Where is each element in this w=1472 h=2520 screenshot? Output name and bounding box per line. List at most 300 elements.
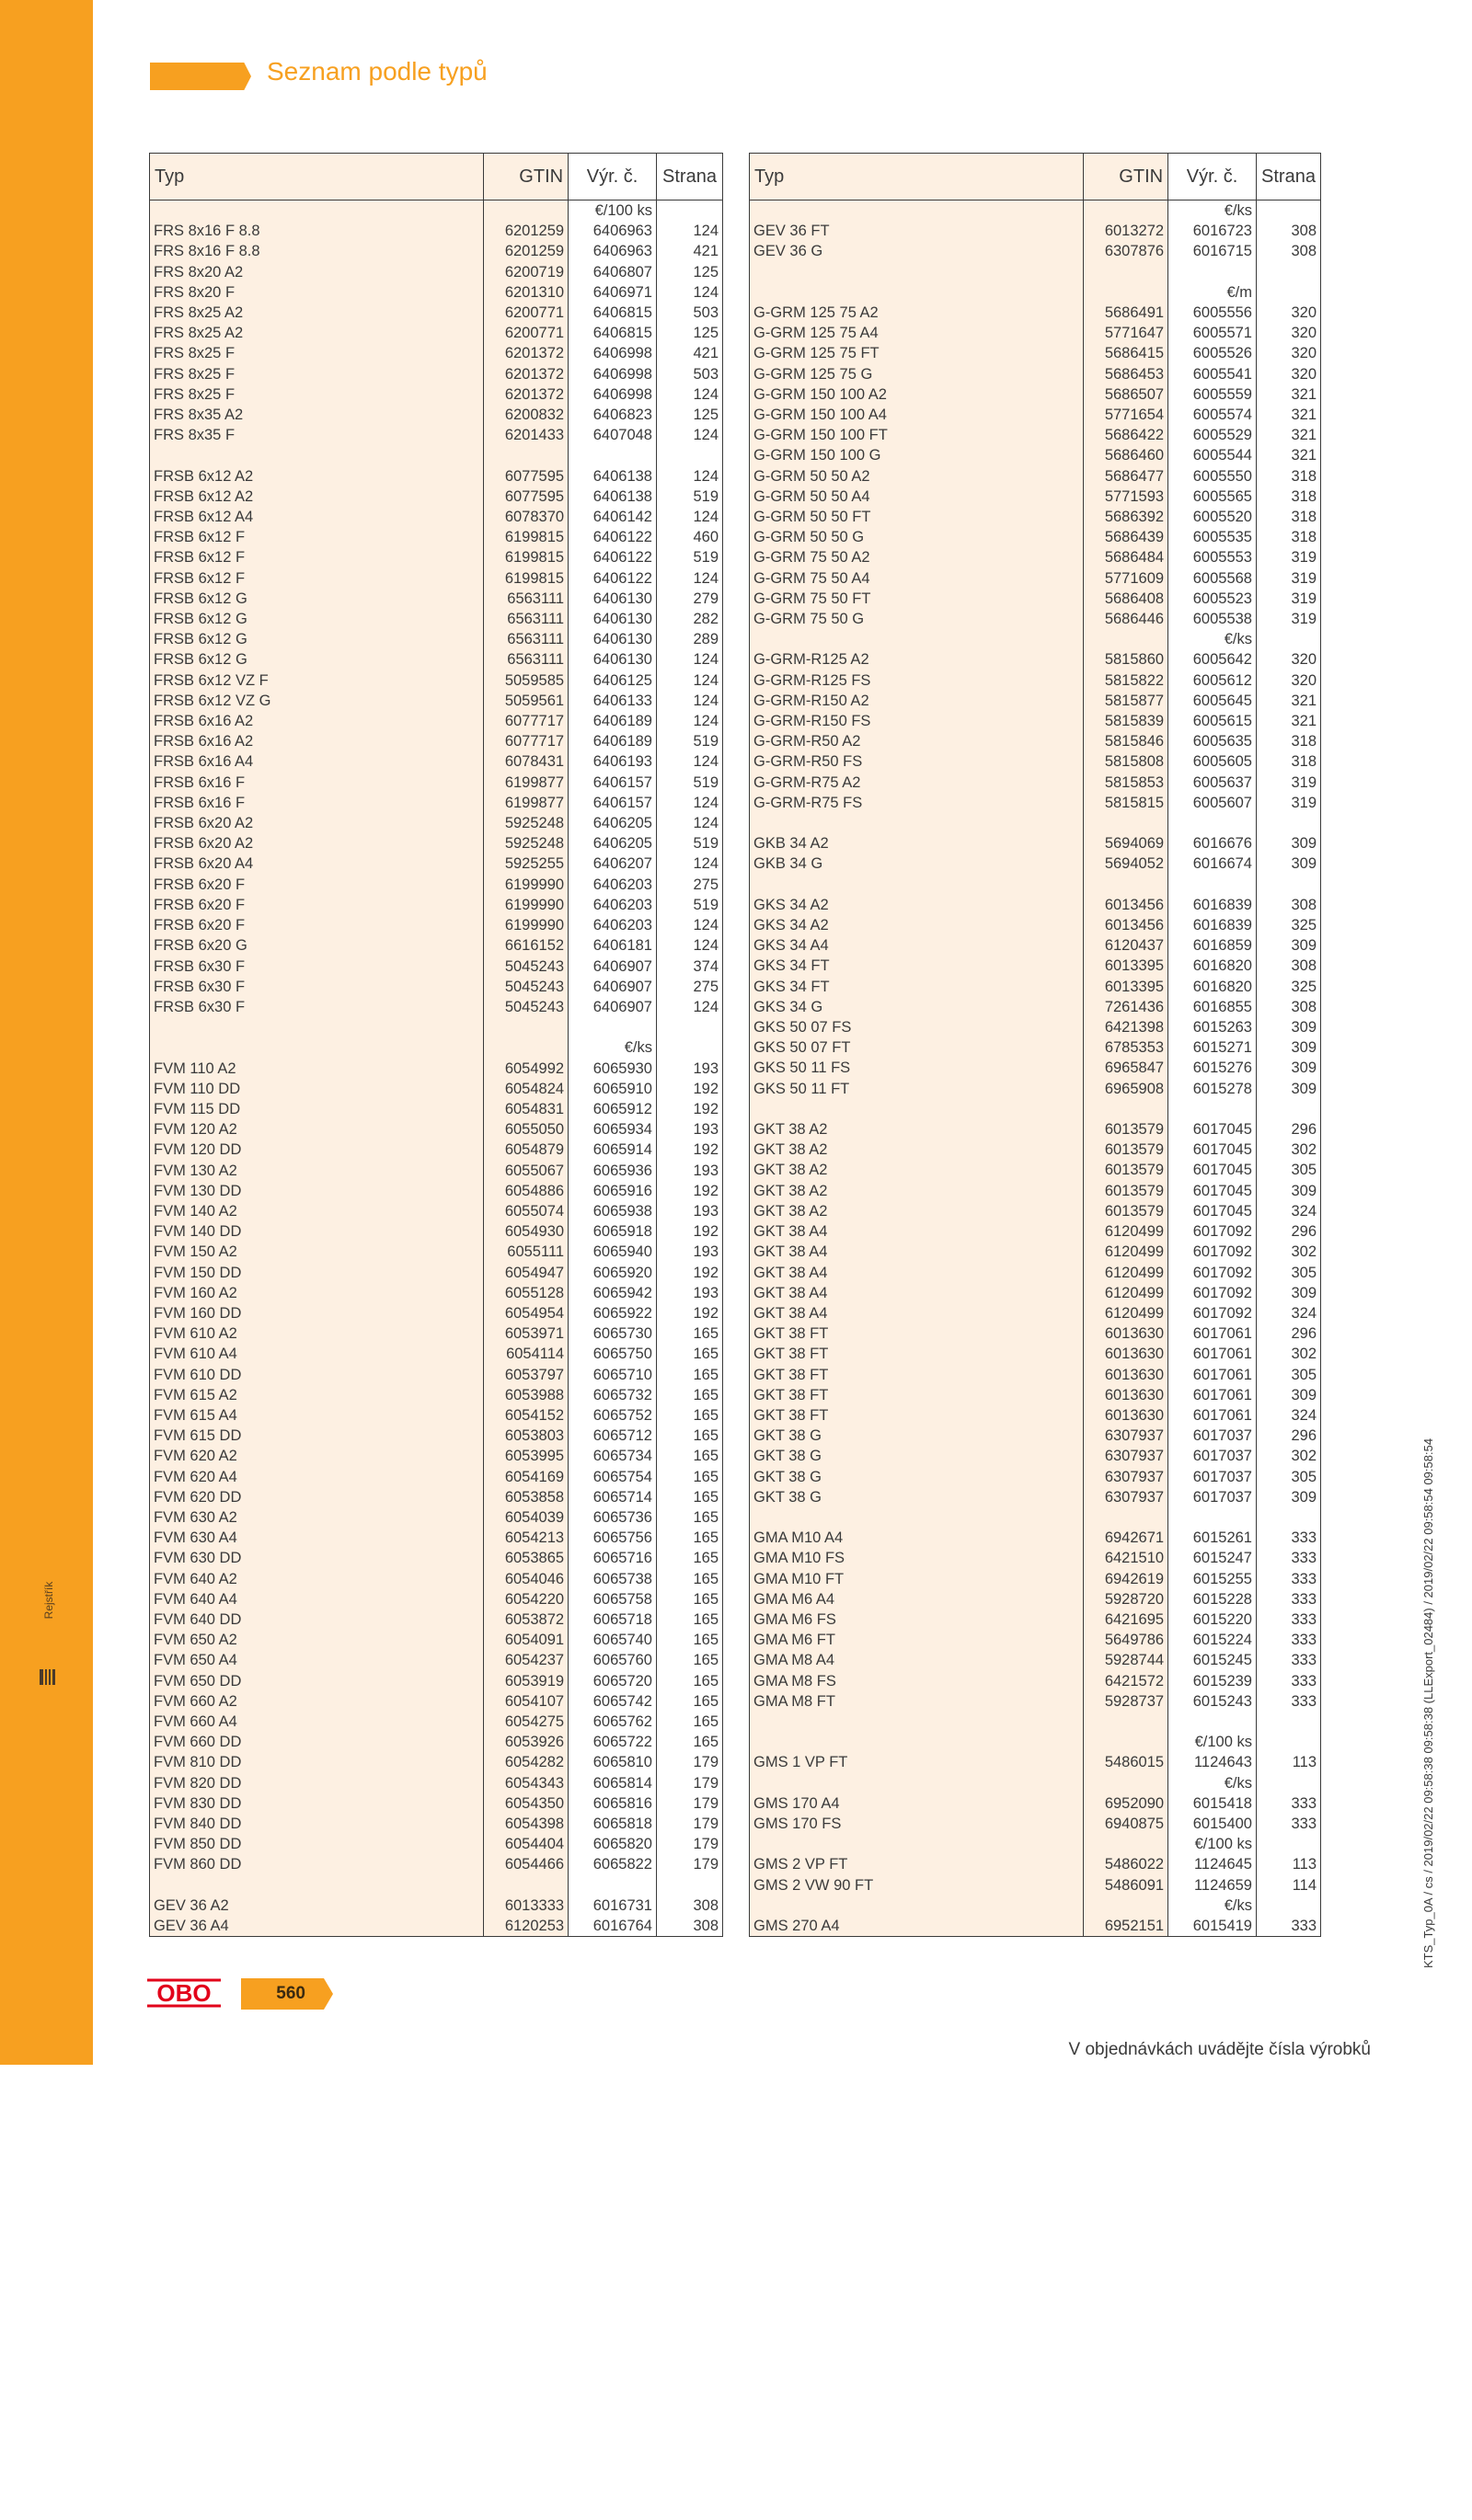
table-row xyxy=(750,609,1321,629)
cell-gtin: 6054091 xyxy=(484,1630,569,1650)
table-row xyxy=(750,915,1321,935)
cell-typ: FVM 115 DD xyxy=(150,1099,484,1119)
cell-typ: G-GRM 50 50 A4 xyxy=(750,487,1084,507)
table-row xyxy=(150,895,723,915)
cell-typ: GMA M10 A4 xyxy=(750,1528,1084,1548)
column-header-strana: Strana xyxy=(1256,154,1320,200)
cell-strana: 179 xyxy=(656,1793,722,1814)
cell-typ: G-GRM 150 100 G xyxy=(750,445,1084,465)
cell-vyr: 6016839 xyxy=(1168,895,1257,915)
cell-gtin: 6421572 xyxy=(1084,1671,1168,1691)
cell-gtin: 5686439 xyxy=(1084,527,1168,547)
cell-strana: 165 xyxy=(656,1691,722,1712)
cell-vyr xyxy=(569,1875,657,1896)
cell-typ: FRS 8x25 F xyxy=(150,364,484,384)
cell-typ: FRSB 6x30 F xyxy=(150,977,484,997)
cell-gtin: 6053988 xyxy=(484,1385,569,1405)
cell-gtin: 5815839 xyxy=(1084,711,1168,731)
cell-strana: 165 xyxy=(656,1507,722,1528)
cell-typ: G-GRM 75 50 A4 xyxy=(750,568,1084,589)
cell-strana: 125 xyxy=(656,262,722,282)
table-row xyxy=(150,1896,723,1916)
table-row xyxy=(750,507,1321,527)
cell-gtin: 6053803 xyxy=(484,1426,569,1446)
cell-gtin: 5686415 xyxy=(1084,343,1168,363)
cell-gtin xyxy=(1084,282,1168,303)
table-row xyxy=(150,997,723,1017)
table-row xyxy=(150,1569,723,1589)
cell-vyr: 6005605 xyxy=(1168,751,1257,772)
cell-vyr: €/ks xyxy=(1168,1896,1257,1916)
table-row xyxy=(150,1181,723,1201)
cell-strana: 503 xyxy=(656,303,722,323)
cell-strana xyxy=(1256,1773,1320,1793)
cell-typ: GKB 34 G xyxy=(750,853,1084,874)
cell-strana: 165 xyxy=(656,1365,722,1385)
cell-vyr: 6015220 xyxy=(1168,1609,1257,1630)
cell-vyr: 6017092 xyxy=(1168,1283,1257,1303)
cell-strana: 519 xyxy=(656,547,722,567)
cell-vyr: 6005615 xyxy=(1168,711,1257,731)
cell-typ xyxy=(750,262,1084,282)
cell-typ: FVM 120 DD xyxy=(150,1140,484,1160)
cell-strana: 124 xyxy=(656,507,722,527)
cell-typ: GKS 34 G xyxy=(750,997,1084,1017)
cell-gtin: 6120499 xyxy=(1084,1263,1168,1283)
cell-gtin: 6201372 xyxy=(484,343,569,363)
table-row xyxy=(150,793,723,813)
cell-gtin: 6942619 xyxy=(1084,1569,1168,1589)
cell-strana: 319 xyxy=(1256,568,1320,589)
cell-gtin: 6307937 xyxy=(1084,1446,1168,1466)
cell-typ: FVM 860 DD xyxy=(150,1854,484,1874)
table-row xyxy=(750,1875,1321,1896)
cell-typ: FRSB 6x12 F xyxy=(150,568,484,589)
cell-strana: 305 xyxy=(1256,1365,1320,1385)
cell-gtin: 6077717 xyxy=(484,711,569,731)
cell-gtin: 6616152 xyxy=(484,935,569,956)
cell-gtin: 6053872 xyxy=(484,1609,569,1630)
cell-vyr: 6406130 xyxy=(569,629,657,649)
table-row xyxy=(750,282,1321,303)
cell-typ: FVM 150 A2 xyxy=(150,1242,484,1262)
cell-strana: 333 xyxy=(1256,1691,1320,1712)
cell-gtin: 6013579 xyxy=(1084,1201,1168,1221)
cell-vyr: 6065818 xyxy=(569,1814,657,1834)
cell-vyr xyxy=(1168,813,1257,833)
table-row xyxy=(750,323,1321,343)
table-row xyxy=(150,1037,723,1058)
cell-gtin: 5815808 xyxy=(1084,751,1168,772)
cell-strana: 519 xyxy=(656,773,722,793)
cell-vyr xyxy=(1168,1507,1257,1528)
cell-typ: GKT 38 A4 xyxy=(750,1242,1084,1262)
cell-vyr: €/ks xyxy=(1168,1773,1257,1793)
cell-typ: GMA M8 FS xyxy=(750,1671,1084,1691)
table-row xyxy=(150,1079,723,1099)
cell-strana: 165 xyxy=(656,1650,722,1670)
table-row xyxy=(750,1569,1321,1589)
cell-strana: 296 xyxy=(1256,1323,1320,1344)
table-row xyxy=(750,1119,1321,1140)
cell-vyr: 6005642 xyxy=(1168,649,1257,670)
cell-strana: 321 xyxy=(1256,445,1320,465)
cell-gtin xyxy=(484,1875,569,1896)
cell-typ: G-GRM-R50 A2 xyxy=(750,731,1084,751)
cell-strana: 308 xyxy=(656,1896,722,1916)
cell-strana xyxy=(1256,629,1320,649)
cell-strana xyxy=(1256,262,1320,282)
cell-vyr: 6005571 xyxy=(1168,323,1257,343)
cell-vyr: 6016820 xyxy=(1168,977,1257,997)
cell-typ: FVM 160 A2 xyxy=(150,1283,484,1303)
table-row xyxy=(750,935,1321,956)
cell-gtin xyxy=(1084,1507,1168,1528)
cell-typ: GMA M10 FT xyxy=(750,1569,1084,1589)
cell-gtin: 6054220 xyxy=(484,1589,569,1609)
cell-gtin: 5771647 xyxy=(1084,323,1168,343)
cell-gtin: 6201259 xyxy=(484,241,569,261)
cell-vyr: 6406205 xyxy=(569,813,657,833)
cell-gtin: 5686408 xyxy=(1084,589,1168,609)
cell-strana: 113 xyxy=(1256,1854,1320,1874)
cell-typ: FVM 640 A2 xyxy=(150,1569,484,1589)
cell-gtin xyxy=(1084,200,1168,222)
cell-strana: 321 xyxy=(1256,384,1320,405)
cell-gtin: 6199877 xyxy=(484,773,569,793)
cell-typ: G-GRM 150 100 A2 xyxy=(750,384,1084,405)
cell-typ xyxy=(750,1507,1084,1528)
cell-vyr: 6406907 xyxy=(569,997,657,1017)
table-row xyxy=(150,487,723,507)
cell-gtin: 6421510 xyxy=(1084,1548,1168,1568)
cell-gtin: 5686477 xyxy=(1084,466,1168,487)
cell-vyr: 6017037 xyxy=(1168,1487,1257,1507)
cell-vyr: 6065914 xyxy=(569,1140,657,1160)
cell-strana: 305 xyxy=(1256,1160,1320,1180)
cell-strana: 192 xyxy=(656,1079,722,1099)
cell-gtin xyxy=(1084,262,1168,282)
cell-gtin: 6077595 xyxy=(484,487,569,507)
cell-gtin: 5649786 xyxy=(1084,1630,1168,1650)
cell-typ: G-GRM 125 75 A2 xyxy=(750,303,1084,323)
cell-typ: FVM 130 DD xyxy=(150,1181,484,1201)
table-row xyxy=(750,1099,1321,1119)
svg-text:OBO: OBO xyxy=(156,1979,212,2007)
table-row xyxy=(750,1303,1321,1323)
footer-note: V objednávkách uvádějte čísla výrobků xyxy=(1068,2040,1371,2059)
cell-gtin: 6785353 xyxy=(1084,1037,1168,1058)
title-tab-arrow xyxy=(150,63,251,90)
cell-vyr: 6065760 xyxy=(569,1650,657,1670)
table-row xyxy=(750,813,1321,833)
cell-gtin: 6078431 xyxy=(484,751,569,772)
cell-vyr: 6065712 xyxy=(569,1426,657,1446)
table-row xyxy=(150,1793,723,1814)
cell-gtin: 5686422 xyxy=(1084,425,1168,445)
table-row xyxy=(150,1242,723,1262)
cell-strana: 296 xyxy=(1256,1426,1320,1446)
cell-gtin: 6053858 xyxy=(484,1487,569,1507)
cell-strana: 193 xyxy=(656,1283,722,1303)
cell-strana: 321 xyxy=(1256,691,1320,711)
table-row xyxy=(150,773,723,793)
cell-vyr: 6065920 xyxy=(569,1263,657,1283)
cell-typ: G-GRM 75 50 FT xyxy=(750,589,1084,609)
cell-gtin: 5771654 xyxy=(1084,405,1168,425)
table-row xyxy=(150,1916,723,1937)
table-row xyxy=(150,1323,723,1344)
table-row xyxy=(750,629,1321,649)
cell-gtin: 6013579 xyxy=(1084,1160,1168,1180)
cell-gtin: 6013395 xyxy=(1084,977,1168,997)
table-row xyxy=(750,589,1321,609)
cell-gtin: 6054992 xyxy=(484,1059,569,1079)
cell-vyr: 6406193 xyxy=(569,751,657,772)
cell-strana: 333 xyxy=(1256,1814,1320,1834)
table-row xyxy=(750,1896,1321,1916)
cell-typ xyxy=(750,875,1084,895)
cell-gtin: 5771593 xyxy=(1084,487,1168,507)
cell-gtin: 6013630 xyxy=(1084,1405,1168,1426)
cell-vyr: 6406963 xyxy=(569,241,657,261)
table-row xyxy=(750,1160,1321,1180)
cell-vyr: 6017092 xyxy=(1168,1242,1257,1262)
table-row xyxy=(150,1507,723,1528)
cell-vyr: 6406189 xyxy=(569,731,657,751)
cell-gtin: 6053971 xyxy=(484,1323,569,1344)
cell-typ: FRSB 6x12 G xyxy=(150,649,484,670)
cell-gtin: 7261436 xyxy=(1084,997,1168,1017)
cell-vyr: 6016859 xyxy=(1168,935,1257,956)
cell-strana: 282 xyxy=(656,609,722,629)
cell-gtin: 5059585 xyxy=(484,670,569,691)
cell-typ: GKS 50 07 FS xyxy=(750,1017,1084,1037)
cell-strana: 275 xyxy=(656,977,722,997)
cell-strana xyxy=(1256,1099,1320,1119)
table-row xyxy=(750,343,1321,363)
cell-vyr: 6015239 xyxy=(1168,1671,1257,1691)
cell-typ: FRS 8x20 A2 xyxy=(150,262,484,282)
cell-typ: GMA M8 A4 xyxy=(750,1650,1084,1670)
column-header-typ: Typ xyxy=(150,154,484,200)
cell-typ: FVM 610 A2 xyxy=(150,1323,484,1344)
table-row xyxy=(150,1263,723,1283)
cell-gtin: 6054114 xyxy=(484,1344,569,1364)
cell-typ: FRSB 6x12 F xyxy=(150,527,484,547)
cell-strana: 124 xyxy=(656,915,722,935)
cell-typ: GKT 38 A2 xyxy=(750,1160,1084,1180)
cell-gtin: 6013579 xyxy=(1084,1140,1168,1160)
cell-typ: GMS 1 VP FT xyxy=(750,1752,1084,1772)
table-row xyxy=(150,813,723,833)
cell-strana: 124 xyxy=(656,282,722,303)
table-row xyxy=(150,1752,723,1772)
cell-gtin xyxy=(484,1017,569,1037)
cell-strana: 325 xyxy=(1256,915,1320,935)
table-row xyxy=(150,1119,723,1140)
cell-gtin xyxy=(484,1037,569,1058)
cell-typ: G-GRM-R50 FS xyxy=(750,751,1084,772)
column-header-vyr: Výr. č. xyxy=(1168,154,1257,200)
cell-vyr: 6406807 xyxy=(569,262,657,282)
cell-vyr: 6065918 xyxy=(569,1221,657,1242)
table-row xyxy=(750,1323,1321,1344)
cell-gtin: 6965908 xyxy=(1084,1079,1168,1099)
cell-strana: 289 xyxy=(656,629,722,649)
cell-strana: 192 xyxy=(656,1303,722,1323)
cell-gtin: 5815815 xyxy=(1084,793,1168,813)
cell-typ: GKT 38 FT xyxy=(750,1344,1084,1364)
cell-gtin: 6053797 xyxy=(484,1365,569,1385)
cell-gtin: 6120499 xyxy=(1084,1283,1168,1303)
cell-typ: FRSB 6x12 G xyxy=(150,589,484,609)
table-row xyxy=(150,731,723,751)
cell-strana: 321 xyxy=(1256,405,1320,425)
cell-typ: FVM 140 DD xyxy=(150,1221,484,1242)
cell-strana: 302 xyxy=(1256,1344,1320,1364)
cell-gtin: 6054237 xyxy=(484,1650,569,1670)
table-row xyxy=(150,670,723,691)
cell-gtin: 5815860 xyxy=(1084,649,1168,670)
table-row xyxy=(150,1303,723,1323)
cell-typ: FVM 640 DD xyxy=(150,1609,484,1630)
cell-typ: FVM 640 A4 xyxy=(150,1589,484,1609)
cell-gtin: 6054107 xyxy=(484,1691,569,1712)
cell-strana: 324 xyxy=(1256,1303,1320,1323)
cell-strana: 275 xyxy=(656,875,722,895)
cell-typ: FVM 140 A2 xyxy=(150,1201,484,1221)
table-row xyxy=(150,323,723,343)
table-row xyxy=(750,1140,1321,1160)
cell-gtin: 6054213 xyxy=(484,1528,569,1548)
table-row xyxy=(750,1079,1321,1099)
cell-strana: 279 xyxy=(656,589,722,609)
cell-strana: 193 xyxy=(656,1161,722,1181)
cell-strana: 192 xyxy=(656,1263,722,1283)
cell-vyr: 6016731 xyxy=(569,1896,657,1916)
cell-strana: 321 xyxy=(1256,425,1320,445)
cell-vyr: €/ks xyxy=(1168,200,1257,222)
cell-strana: 308 xyxy=(1256,221,1320,241)
cell-strana: 320 xyxy=(1256,670,1320,691)
table-row xyxy=(750,1242,1321,1262)
cell-typ: G-GRM 125 75 A4 xyxy=(750,323,1084,343)
cell-vyr: €/100 ks xyxy=(1168,1732,1257,1752)
cell-gtin: 6077717 xyxy=(484,731,569,751)
cell-typ: GEV 36 A4 xyxy=(150,1916,484,1937)
table-row xyxy=(750,1854,1321,1874)
cell-strana xyxy=(1256,813,1320,833)
cell-vyr: €/m xyxy=(1168,282,1257,303)
table-row xyxy=(150,568,723,589)
table-row xyxy=(750,487,1321,507)
table-row xyxy=(750,1467,1321,1487)
cell-strana: 320 xyxy=(1256,323,1320,343)
cell-gtin: 6013272 xyxy=(1084,221,1168,241)
cell-vyr: 6016723 xyxy=(1168,221,1257,241)
table-row xyxy=(750,1037,1321,1058)
cell-vyr: 6406815 xyxy=(569,303,657,323)
table-row xyxy=(750,527,1321,547)
cell-strana: 308 xyxy=(656,1916,722,1937)
cell-vyr: 6065750 xyxy=(569,1344,657,1364)
cell-gtin: 6013456 xyxy=(1084,895,1168,915)
cell-vyr: 6065916 xyxy=(569,1181,657,1201)
cell-strana: 305 xyxy=(1256,1263,1320,1283)
cell-vyr: 6005645 xyxy=(1168,691,1257,711)
table-row xyxy=(750,670,1321,691)
cell-vyr: 6406122 xyxy=(569,547,657,567)
cell-typ: GKT 38 G xyxy=(750,1487,1084,1507)
table-row xyxy=(150,1630,723,1650)
cell-vyr: 6065930 xyxy=(569,1059,657,1079)
cell-vyr: 6005520 xyxy=(1168,507,1257,527)
table-row xyxy=(150,711,723,731)
cell-vyr: 6005556 xyxy=(1168,303,1257,323)
cell-gtin: 6078370 xyxy=(484,507,569,527)
cell-typ: GMS 270 A4 xyxy=(750,1916,1084,1937)
cell-vyr: 6017092 xyxy=(1168,1221,1257,1242)
table-row xyxy=(750,833,1321,853)
cell-strana: 318 xyxy=(1256,751,1320,772)
cell-typ: FRSB 6x20 G xyxy=(150,935,484,956)
cell-strana: 319 xyxy=(1256,793,1320,813)
cell-strana: 320 xyxy=(1256,364,1320,384)
cell-typ: GKT 38 A4 xyxy=(750,1221,1084,1242)
cell-gtin: 6013579 xyxy=(1084,1119,1168,1140)
table-row xyxy=(150,1650,723,1670)
table-row xyxy=(750,751,1321,772)
cell-vyr: 6065822 xyxy=(569,1854,657,1874)
cell-strana: 165 xyxy=(656,1630,722,1650)
cell-typ: G-GRM-R150 A2 xyxy=(750,691,1084,711)
cell-vyr: 6005550 xyxy=(1168,466,1257,487)
cell-vyr: 6015247 xyxy=(1168,1548,1257,1568)
cell-vyr: 6406122 xyxy=(569,568,657,589)
column-header-gtin: GTIN xyxy=(1084,154,1168,200)
table-row xyxy=(750,1221,1321,1242)
cell-gtin: 5694052 xyxy=(1084,853,1168,874)
cell-gtin: 6965847 xyxy=(1084,1058,1168,1078)
table-row xyxy=(150,629,723,649)
table-row xyxy=(750,956,1321,976)
cell-strana: 179 xyxy=(656,1814,722,1834)
cell-gtin: 6307937 xyxy=(1084,1426,1168,1446)
cell-typ: GKT 38 A2 xyxy=(750,1140,1084,1160)
cell-typ xyxy=(750,1834,1084,1854)
cell-strana: 193 xyxy=(656,1242,722,1262)
cell-vyr: 6406998 xyxy=(569,343,657,363)
cell-vyr: 6005541 xyxy=(1168,364,1257,384)
cell-strana: 165 xyxy=(656,1548,722,1568)
cell-vyr: 6005635 xyxy=(1168,731,1257,751)
cell-typ: GKT 38 FT xyxy=(750,1365,1084,1385)
cell-vyr: 6065912 xyxy=(569,1099,657,1119)
cell-typ xyxy=(750,1773,1084,1793)
cell-strana: 318 xyxy=(1256,507,1320,527)
cell-strana: 124 xyxy=(656,649,722,670)
table-row xyxy=(150,915,723,935)
cell-strana: 319 xyxy=(1256,547,1320,567)
cell-strana: 333 xyxy=(1256,1528,1320,1548)
cell-gtin: 5059561 xyxy=(484,691,569,711)
cell-vyr: 6005612 xyxy=(1168,670,1257,691)
table-row xyxy=(150,1548,723,1568)
cell-typ: GKS 34 FT xyxy=(750,956,1084,976)
cell-strana: 114 xyxy=(1256,1875,1320,1896)
cell-strana: 193 xyxy=(656,1119,722,1140)
